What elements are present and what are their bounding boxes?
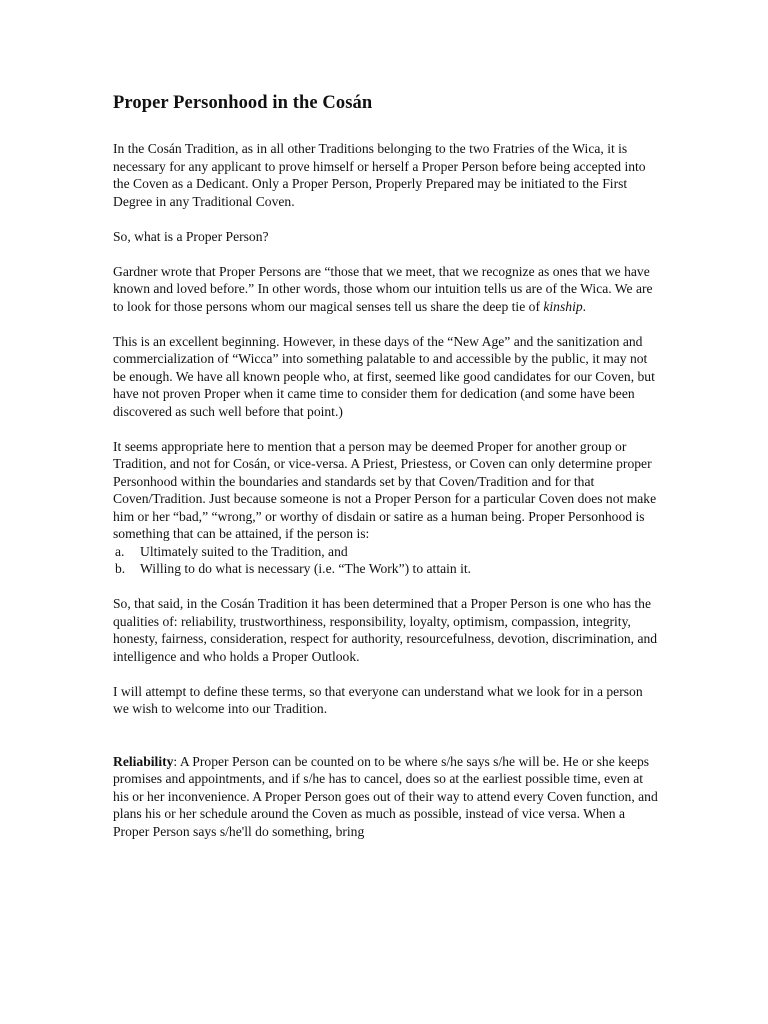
list-item-text: Willing to do what is necessary (i.e. “The Work”) to attain it. <box>140 561 472 576</box>
paragraph-reliability <box>113 753 658 841</box>
conditions-list <box>113 543 658 578</box>
reliability-heading: Reliability <box>113 753 174 769</box>
document-page <box>113 90 658 858</box>
reliability-text: : A Proper Person can be counted on to be where s/he says s/he will be. He or she keeps promises and appointments, and if s/he has to cancel, does so at the earliest possible time, even at his or her inconvenience. A Proper Person goes out of their way to attend every Coven function, and plans his or her schedule around the Coven as much as possible, instead of vice versa. When a Proper Person says s/he'll do something, bring <box>113 753 658 839</box>
paragraph-gardner-text: Gardner wrote that Proper Persons are “those that we meet, that we recognize as ones that we have known and loved before.” In other words, those whom our intuition tells us are of the Wica. We are to look for those persons whom our magical senses tell us share the deep tie of <box>113 263 653 314</box>
paragraph-gardner-end: . <box>582 298 587 314</box>
list-item <box>113 560 658 578</box>
list-item-text: Ultimately suited to the Tradition, and <box>140 543 348 559</box>
kinship-emphasis: kinship <box>543 298 583 314</box>
list-item <box>113 543 658 561</box>
paragraph-question: So, what is a Proper Person? <box>113 228 269 244</box>
paragraph-qualities: So, that said, in the Cosán Tradition it has been determined that a Proper Person is one who has the qualities of: reliability, trustworthiness, responsibility, loyalty, optimism, compassion, integrity, honesty, fairness, consideration, respect for authority, resourcefulness, devotion, discrimination, and intelligence and who holds a Proper Outlook. <box>113 596 658 664</box>
section-spacer <box>113 735 658 753</box>
paragraph-define-terms: I will attempt to define these terms, so that everyone can understand what we look for in a person we wish to welcome into our Tradition. <box>113 683 643 716</box>
paragraph-gardner <box>113 263 658 316</box>
paragraph-proper-elsewhere: It seems appropriate here to mention that a person may be deemed Proper for another group or Tradition, and not for Cosán, or vice-versa. A Priest, Priestess, or Coven can only determine proper Personhood within the boundaries and standards set by that Coven/Tradition and for that Coven/Tradition. Just because someone is not a Proper Person for a particular Coven does not make him or her “bad,” “wrong,” or worthy of disdain or satire as a human being. Proper Personhood is something that can be attained, if the person is: <box>113 438 657 541</box>
paragraph-new-age: This is an excellent beginning. However, in these days of the “New Age” and the sanitization and commercialization of “Wicca” into something palatable to and accessible by the public, it may not be enough. We have all known people who, at first, seemed like good candidates for our Coven, but have not proven Proper when it came time to consider them for dedication (and some have been discovered as such well before that point.) <box>113 333 655 419</box>
list-marker: b. <box>115 561 126 576</box>
list-marker: a. <box>115 543 125 559</box>
document-title: Proper Personhood in the Cosán <box>113 93 373 113</box>
paragraph-intro: In the Cosán Tradition, as in all other Traditions belonging to the two Fratries of the Wica, it is necessary for any applicant to prove himself or herself a Proper Person before being accepted into the Coven as a Dedicant. Only a Proper Person, Properly Prepared may be initiated to the First Degree in any Traditional Coven. <box>113 141 646 209</box>
